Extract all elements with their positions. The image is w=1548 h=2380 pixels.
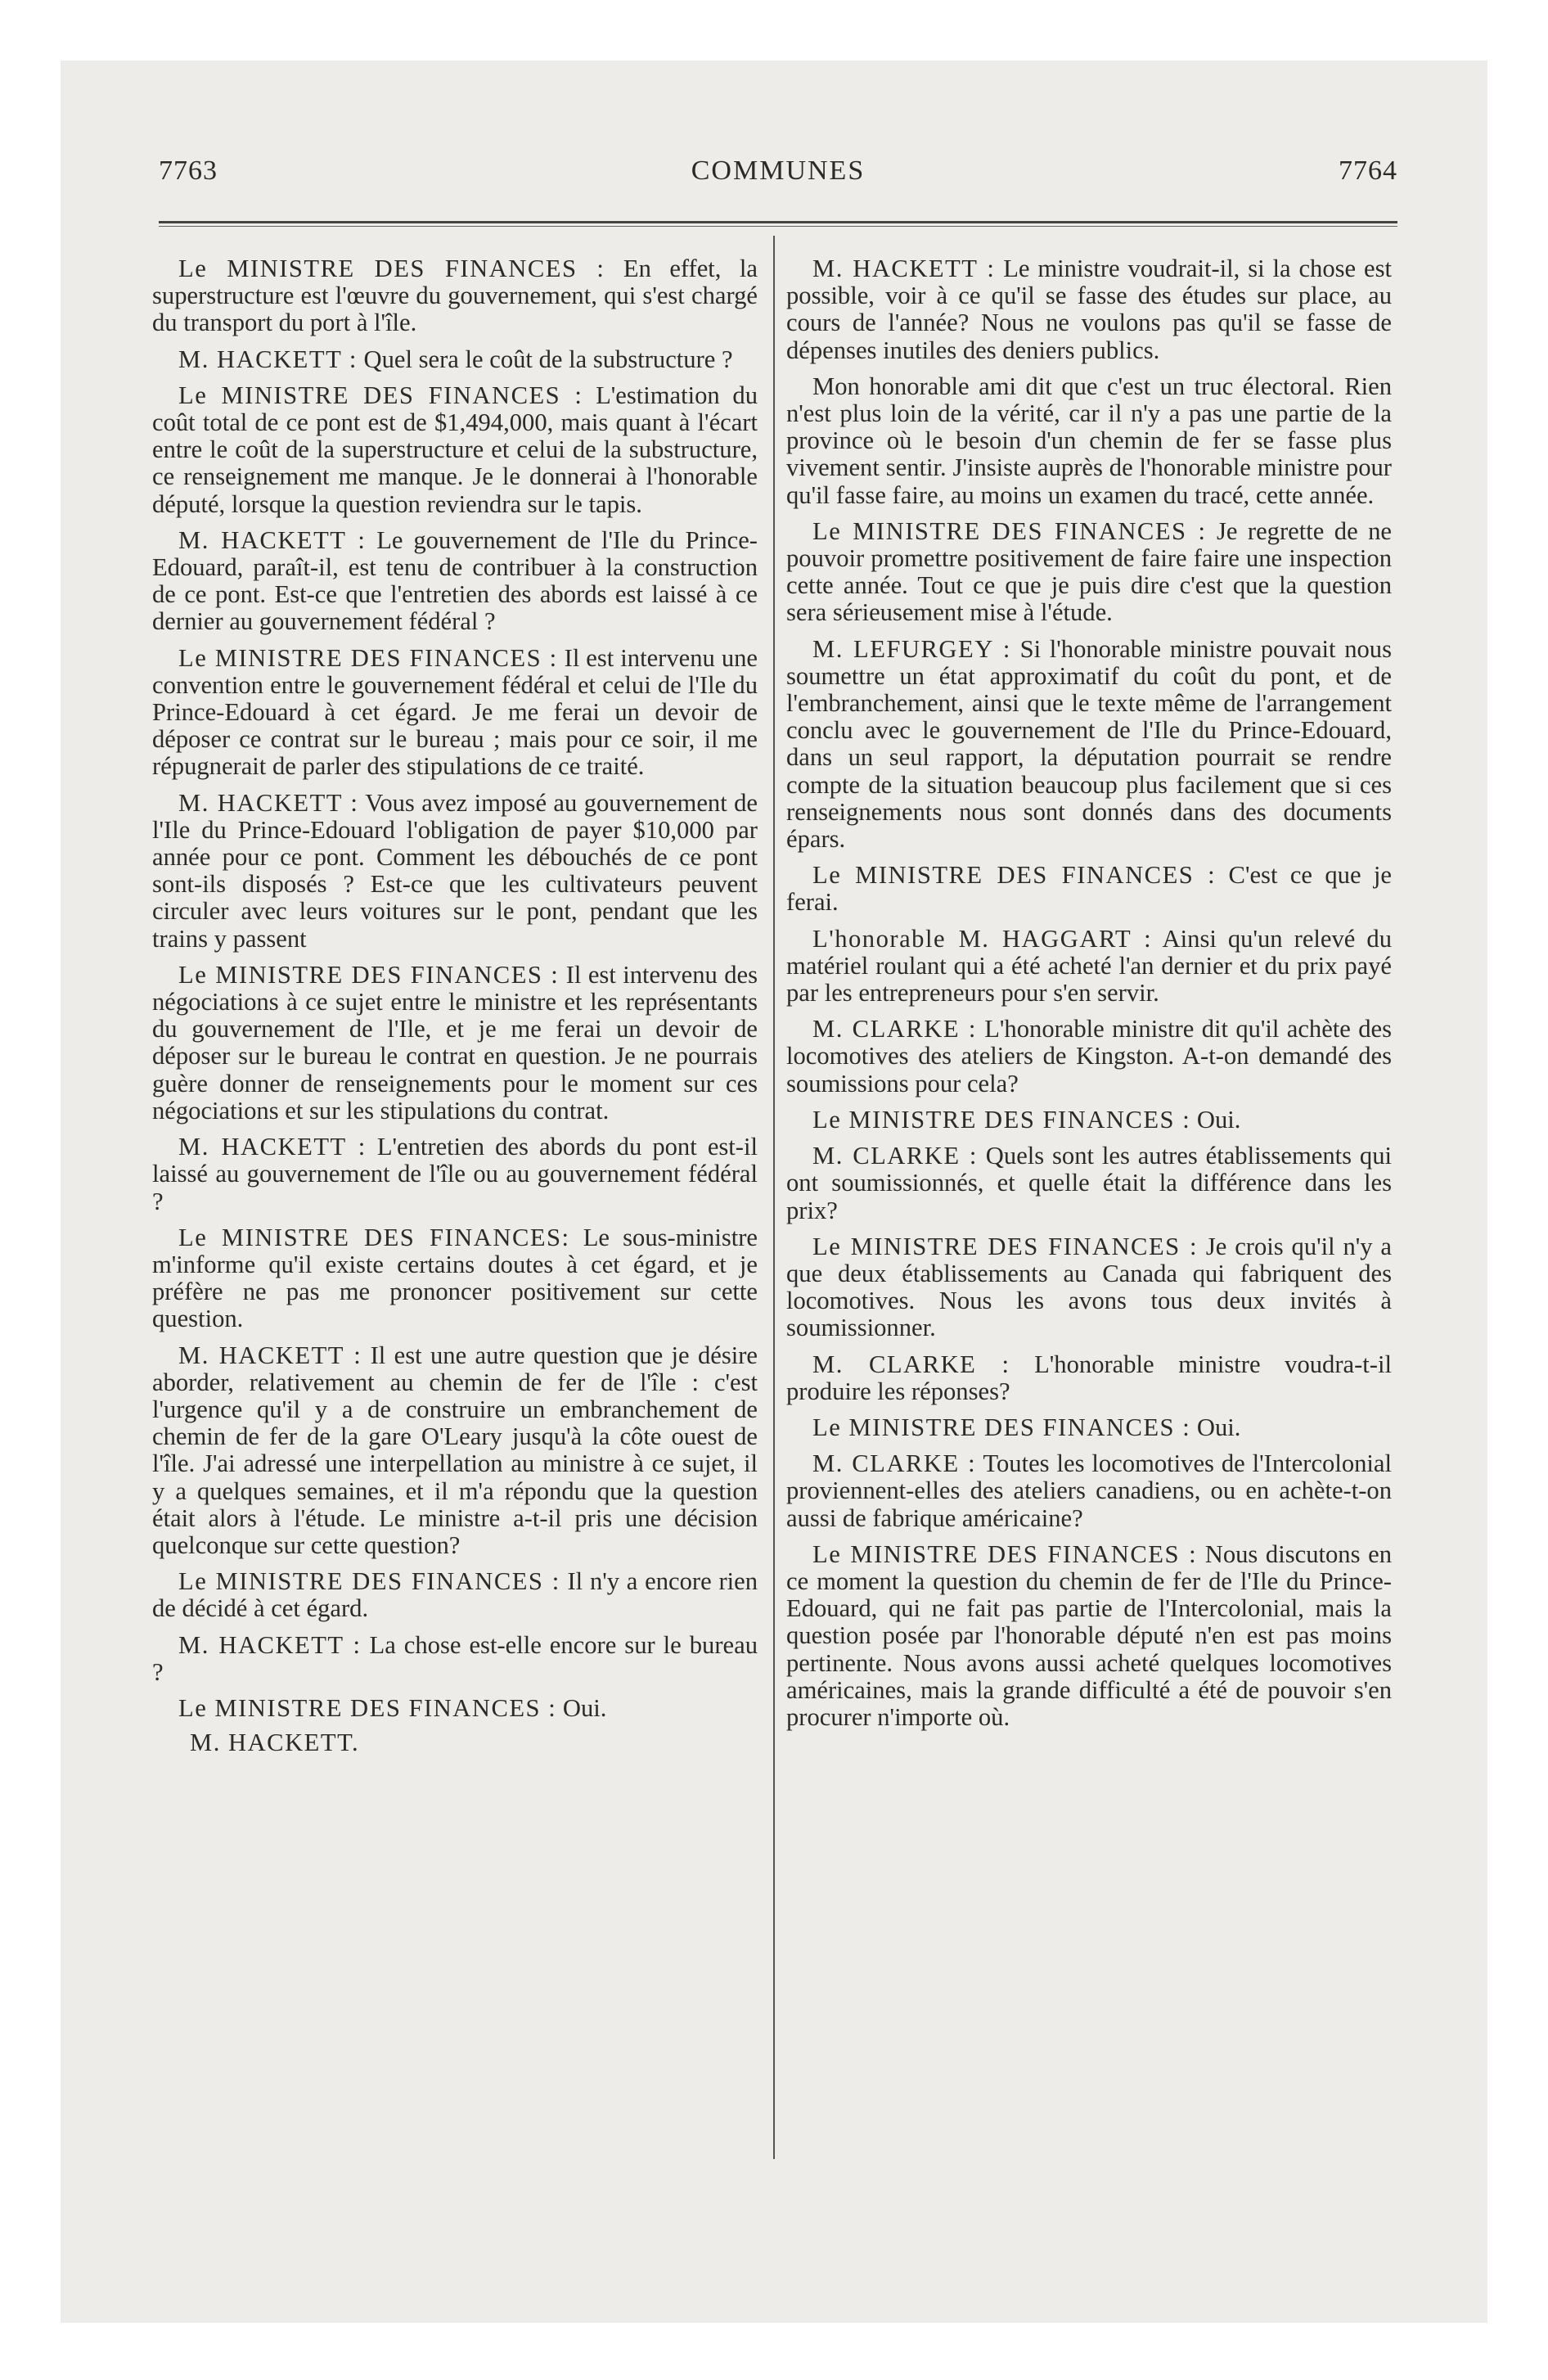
speech-text: Je regrette de ne pouvoir promettre positivement de faire faire une inspection cette année. Tout ce que je puis dire c'est que la question sera sérieusement mise à l'étude. — [786, 516, 1392, 627]
right-column — [786, 255, 1392, 1740]
speech-paragraph — [786, 255, 1392, 364]
speech-text: Quel sera le coût de la substructure ? — [363, 345, 733, 373]
speaker-name: M. CLARKE : — [812, 1015, 977, 1044]
speech-paragraph — [152, 1632, 758, 1686]
speaker-name: Le MINISTRE DES FINANCES : — [178, 1567, 560, 1596]
page-number-right: 7764 — [1339, 156, 1397, 186]
speech-text: L'honorable ministre voudra-t-il produire les réponses? — [786, 1350, 1392, 1405]
speaker-name: Le MINISTRE DES FINANCES : — [178, 643, 558, 672]
speech-text: Quels sont les autres établissements qui ont soumissionnés, et quelle était la différence dans les prix? — [786, 1142, 1392, 1224]
speech-text: Il est intervenu une convention entre le gouvernement fédéral et celui de l'Ile du Prince-Edouard à cet égard. Je me ferai un devoir de déposer ce contrat sur le bureau ; mais pour ce soir, il me répugnerait de parler des stipulations de ce traité. — [152, 643, 758, 781]
speech-paragraph — [786, 518, 1392, 627]
speech-paragraph — [786, 1414, 1392, 1441]
speech-text: Oui. — [1196, 1413, 1241, 1441]
speaker-name: Le MINISTRE DES FINANCES : — [178, 960, 560, 989]
speech-paragraph — [152, 1134, 758, 1215]
speech-text: Mon honorable ami dit que c'est un truc électoral. Rien n'est plus loin de la vérité, car il n'y a pas une partie de la province où le besoin d'un chemin de fer se fasse plus vivement sentir. J'insiste auprès de l'honorable ministre pour qu'il fasse faire, au moins un examen du tracé, cette année. — [786, 372, 1392, 509]
speech-paragraph — [786, 926, 1392, 1007]
speech-text: Ainsi qu'un relevé du matériel roulant qui a été acheté l'an dernier et du prix payé par les entrepreneurs pour s'en servir. — [786, 924, 1392, 1007]
speech-text: L'entretien des abords du pont est-il laissé au gouvernement de l'île ou au gouvernement fédéral ? — [152, 1133, 758, 1215]
speaker-name: M. HACKETT : — [178, 1133, 367, 1161]
speech-text: Oui. — [1196, 1105, 1241, 1134]
speaker-name: M. CLARKE : — [812, 1449, 977, 1478]
speech-paragraph — [786, 1143, 1392, 1224]
speech-text: Vous avez imposé au gouvernement de l'Ile du Prince-Edouard l'obligation de payer $10,000 par année pour ce pont. Comment les débouchés de ce pont sont-ils disposés ? Est-ce que les cultivateurs peuvent circuler avec leurs voitures sur le pont, pendant que les trains y passent — [152, 788, 758, 953]
speaker-name: M. CLARKE : — [812, 1350, 1010, 1378]
speech-text: La chose est-elle encore sur le bureau ? — [152, 1630, 758, 1686]
speaker-name: L'honorable M. HAGGART : — [812, 924, 1153, 953]
speaker-name: M. HACKETT : — [812, 255, 996, 282]
speech-paragraph — [786, 373, 1392, 509]
speech-paragraph — [786, 1016, 1392, 1098]
speech-paragraph — [152, 1695, 758, 1722]
speech-text: Nous discutons en ce moment la question du chemin de fer de l'Ile du Prince-Edouard, qui ne fait pas partie de l'Intercolonial, mais la question posée par l'honorable député n'en est pas moins pertinente. Nous avons aussi acheté quelques locomotives américaines, mais la grande difficulté a été de pouvoir s'en procurer n'importe où. — [786, 1539, 1392, 1731]
speech-text: Le gouvernement de l'Ile du Prince-Edouard, paraît-il, est tenu de contribuer à la construction de ce pont. Est-ce que l'entretien des abords est laissé à ce dernier au gouvernement fédéral ? — [152, 525, 758, 636]
speech-paragraph — [152, 346, 758, 373]
speech-paragraph — [152, 527, 758, 636]
page-number-left: 7763 — [159, 156, 218, 186]
speaker-name: Le MINISTRE DES FINANCES : — [812, 861, 1217, 890]
speech-paragraph — [152, 382, 758, 518]
speech-paragraph — [152, 790, 758, 953]
speech-paragraph — [152, 962, 758, 1125]
page-header — [159, 156, 1397, 205]
column-divider — [773, 236, 775, 2159]
speech-paragraph — [786, 1351, 1392, 1405]
speaker-name: Le MINISTRE DES FINANCES : — [178, 1693, 557, 1722]
running-title: COMMUNES — [691, 156, 866, 186]
speech-text: L'honorable ministre dit qu'il achète des locomotives des ateliers de Kingston. A-t-on demandé des soumissions pour cela? — [786, 1015, 1392, 1098]
speaker-name: Le MINISTRE DES FINANCES : — [812, 1413, 1191, 1441]
speaker-name: Le MINISTRE DES FINANCES : — [812, 1539, 1198, 1568]
speech-text: Oui. — [562, 1693, 607, 1722]
speaker-name: Le MINISTRE DES FINANCES: — [178, 1223, 570, 1251]
speaker-name: M. LEFURGEY : — [812, 634, 1011, 663]
speaker-name: Le MINISTRE DES FINANCES : — [178, 381, 583, 409]
speaker-name: M. HACKETT : — [178, 788, 359, 817]
speech-paragraph — [786, 862, 1392, 916]
speech-paragraph — [786, 1450, 1392, 1532]
speech-text: Je crois qu'il n'y a que deux établissements au Canada qui fabriquent des locomotives. Nous les avons tous deux invités à soumissionner. — [786, 1232, 1393, 1342]
speaker-name: Le MINISTRE DES FINANCES : — [812, 1105, 1191, 1134]
speech-paragraph — [786, 1233, 1392, 1342]
speech-paragraph — [152, 1568, 758, 1622]
speech-text: C'est ce que je ferai. — [786, 861, 1393, 917]
speaker-name: Le MINISTRE DES FINANCES : — [812, 1232, 1199, 1260]
speech-text: Le ministre voudrait-il, si la chose est possible, voir à ce qu'il se fasse des études sur place, au cours de l'année? Nous ne voulons pas qu'il se fasse de dépenses inutiles des deniers publics. — [786, 255, 1392, 364]
speech-paragraph — [152, 1342, 758, 1560]
speech-paragraph — [152, 645, 758, 781]
speech-paragraph — [152, 1224, 758, 1333]
speech-paragraph — [152, 255, 758, 337]
speaker-name: M. HACKETT : — [178, 1630, 362, 1659]
speaker-name: M. HACKETT : — [178, 345, 358, 373]
speaker-name: M. HACKETT : — [178, 1341, 362, 1369]
header-rule — [159, 221, 1397, 227]
speech-text: Il est intervenu des négociations à ce sujet entre le ministre et les représentants du gouvernement de l'Ile, et je me ferai un devoir de déposer sur le bureau le contrat en question. Je ne pourrais guère donner de renseignements pour le moment sur ces négociations et sur les stipulations du contrat. — [152, 960, 758, 1125]
speech-text: L'estimation du coût total de ce pont est de $1,494,000, mais quant à l'écart entre le coût de la superstructure et celui de la substructure, ce renseignement me manque. Je le donnerai à l'honorable député, lorsque la question reviendra sur le tapis. — [152, 381, 758, 518]
left-column — [152, 255, 758, 1765]
speaker-name: M. CLARKE : — [812, 1142, 978, 1170]
speech-paragraph — [786, 636, 1392, 854]
speech-text: Toutes les locomotives de l'Intercolonial proviennent-elles des ateliers canadiens, ou en achète-t-on aussi de fabrique américaine? — [786, 1449, 1392, 1532]
speech-text: En effet, la superstructure est l'œuvre du gouvernement, qui s'est chargé du transport du port à l'île. — [152, 255, 758, 337]
speech-text: Le sous-ministre m'informe qu'il existe certains doutes à cet égard, et je préfère ne pas me prononcer positivement sur cette question. — [152, 1223, 758, 1333]
speech-text: Il n'y a encore rien de décidé à cet égard. — [152, 1567, 758, 1623]
speech-paragraph — [786, 1541, 1392, 1731]
signature-line: M. HACKETT. — [190, 1729, 360, 1757]
speaker-name: Le MINISTRE DES FINANCES : — [178, 255, 605, 282]
speech-text: Si l'honorable ministre pouvait nous soumettre un état approximatif du coût du pont, et de l'embranchement, ainsi que le texte même de l'arrangement conclu avec le gouvernement de l'Ile du Prince-Edouard, dans un seul rapport, la députation pourrait se rendre compte de la situation beaucoup plus facilement que si ces renseignements nous sont donnés dans des documents épars. — [786, 634, 1393, 854]
speaker-name: Le MINISTRE DES FINANCES : — [812, 516, 1207, 545]
speaker-name: M. HACKETT : — [178, 525, 367, 554]
speech-text: Il est une autre question que je désire aborder, relativement au chemin de fer de l'île : c'est l'urgence qu'il y a de construire un embranchement de chemin de fer de la gare O'Leary jusqu'à la côte ouest de l'île. J'ai adressé une interpellation au ministre à ce sujet, il y a quelques semaines, et il m'a répondu que la question était alors à l'étude. Le ministre a-t-il pris une décision quelconque sur cette question? — [152, 1341, 758, 1559]
speech-paragraph — [786, 1107, 1392, 1134]
